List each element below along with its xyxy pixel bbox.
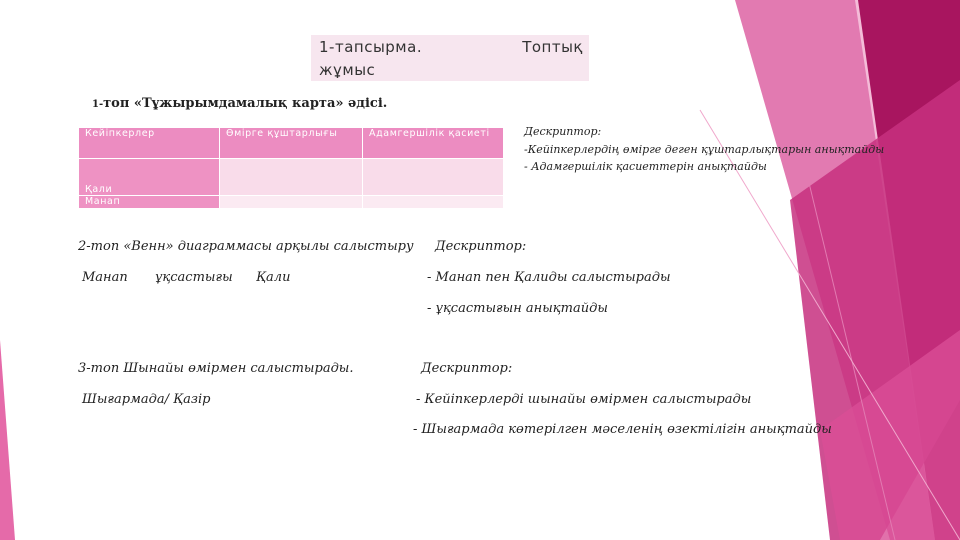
group3-label: Шығармада/ Қазір xyxy=(82,392,211,407)
group2-descriptor-item: - ұқсастығын анықтайды xyxy=(427,301,608,316)
table-row xyxy=(79,196,504,209)
table-header: Өмірге құштарлығы xyxy=(220,128,363,159)
table-header: Кейіпкерлер xyxy=(79,128,220,159)
group3-descriptor-title: Дескриптор: xyxy=(421,361,513,376)
slide-title xyxy=(311,35,589,81)
group2-heading: 2-топ «Венн» диаграммасы арқылы салыстыру xyxy=(78,239,414,254)
table-row xyxy=(79,159,504,196)
table-cell xyxy=(363,196,504,209)
group2-descriptor-title: Дескриптор: xyxy=(435,239,527,254)
group1-heading xyxy=(92,96,387,111)
title-line1-left: 1-тапсырма. xyxy=(319,38,423,56)
table-cell xyxy=(220,196,363,209)
descriptor1-title: Дескриптор: xyxy=(524,125,602,138)
table-cell xyxy=(363,159,504,196)
group3-descriptor-item: - Шығармада көтерілген мәселенің өзектілігін анықтайды xyxy=(413,422,832,437)
table-cell: Қали xyxy=(79,159,220,196)
group1-num: 1- xyxy=(92,99,104,110)
table-cell: Манап xyxy=(79,196,220,209)
venn-label-manap: Манап xyxy=(82,270,128,285)
group3-heading: 3-топ Шынайы өмірмен салыстырады. xyxy=(78,361,354,376)
concept-table xyxy=(78,127,504,209)
descriptor1-item: - Адамгершілік қасиеттерін анықтайды xyxy=(524,160,767,173)
descriptor1-item: -Кейіпкерлердің өмірге деген құштарлықтарын анықтайды xyxy=(524,143,885,156)
table-header-row xyxy=(79,128,504,159)
venn-label-qali: Қали xyxy=(256,270,291,285)
group2-descriptor-item: - Манап пен Қалиды салыстырады xyxy=(427,270,671,285)
table-cell xyxy=(220,159,363,196)
title-line1-right: Топтық xyxy=(522,38,583,56)
venn-label-similarity: ұқсастығы xyxy=(155,270,233,285)
title-line2: жұмыс xyxy=(319,61,376,79)
deco-shape-left xyxy=(0,340,15,540)
table-header: Адамгершілік қасиеті xyxy=(363,128,504,159)
group1-text: топ «Тұжырымдамалық карта» әдісі. xyxy=(103,96,388,111)
group3-descriptor-item: - Кейіпкерлерді шынайы өмірмен салыстырады xyxy=(416,392,752,407)
